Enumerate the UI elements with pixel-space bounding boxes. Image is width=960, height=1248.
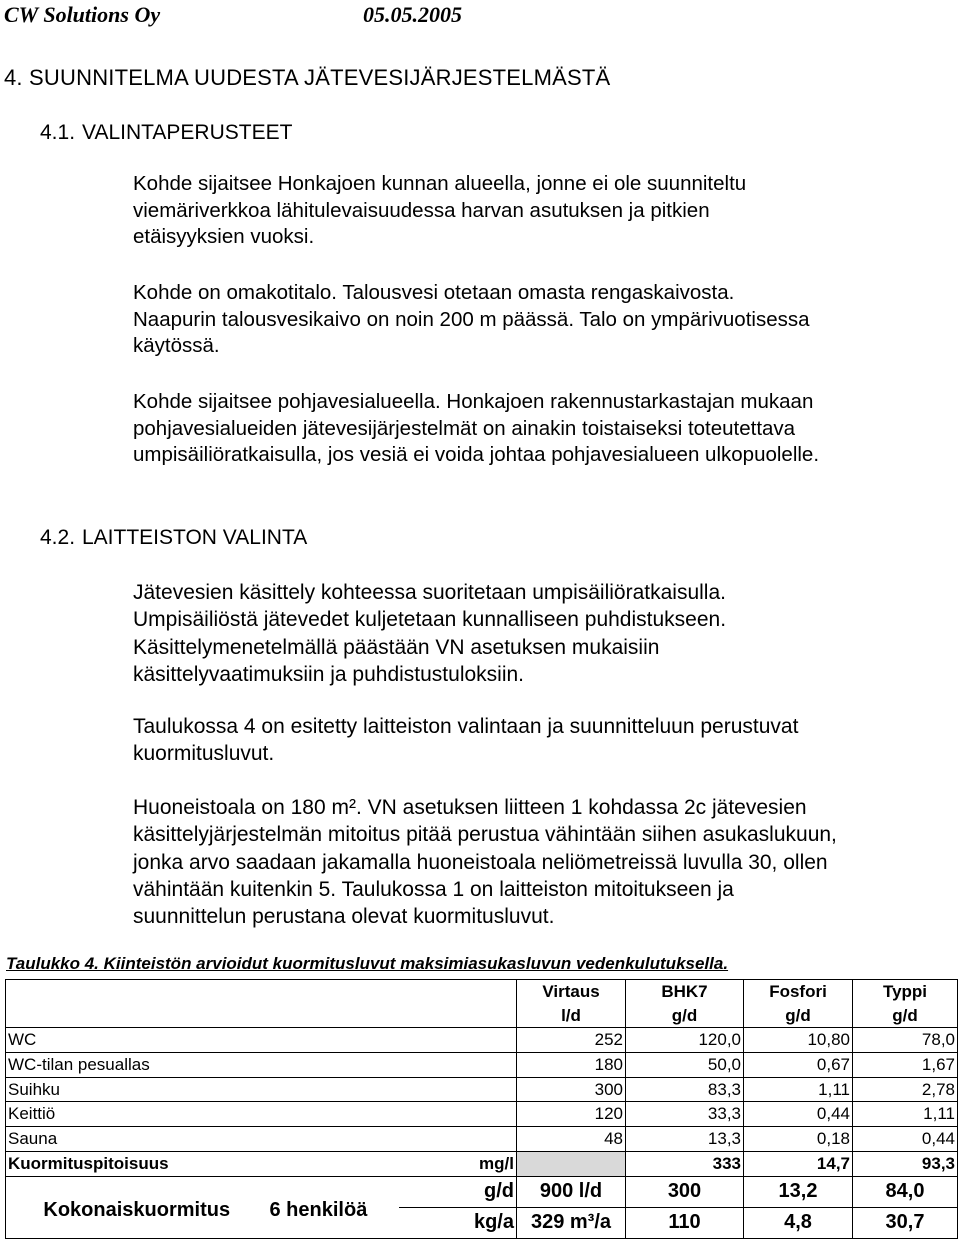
text-line: jonka arvo saadaan jakamalla huoneistoala neliömetreissä luvulla 30, ollen [133, 850, 828, 874]
section-title: LAITTEISTON VALINTA [82, 526, 308, 549]
section-number: 4.1. [40, 121, 76, 144]
flow-cell: 900 l/d [517, 1176, 626, 1207]
paragraph [133, 794, 837, 930]
row-label: Keittiö [6, 1102, 399, 1127]
section-number: 4.2. [40, 526, 76, 549]
unit-cell: g/d [626, 1004, 744, 1028]
text-line: viemäriverkkoa lähitulevaisuudessa harvan asutuksen ja pitkien [133, 198, 710, 222]
paragraph [133, 171, 746, 251]
column-header: Fosfori [744, 980, 853, 1004]
table-row [6, 1077, 958, 1102]
row-label: WC-tilan pesuallas [6, 1053, 399, 1078]
header-date: 05.05.2005 [363, 2, 462, 27]
concentration-row [6, 1151, 958, 1176]
table-row [6, 1102, 958, 1127]
table-cell [6, 980, 268, 1004]
table-cell [399, 1004, 517, 1028]
text-line: Kohde sijaitsee Honkajoen kunnan alueella, jonne ei ole suunniteltu [133, 172, 747, 195]
text-line: kuormitusluvut. [133, 742, 275, 766]
text-line: Taulukossa 4 on esitetty laitteiston valintaan ja suunnitteluun perustuvat [133, 715, 799, 738]
text-line: käsittelyvaatimuksiin ja puhdistustuloksiin. [133, 662, 525, 686]
table-cell [399, 980, 517, 1004]
value-cell: 0,44 [853, 1127, 958, 1152]
value-cell: 50,0 [626, 1053, 744, 1078]
value-cell: 13,2 [744, 1176, 853, 1207]
paragraph [133, 389, 819, 469]
value-cell: 252 [517, 1028, 626, 1053]
chapter-heading: 4. SUUNNITELMA UUDESTA JÄTEVESIJÄRJESTELMÄSTÄ [4, 65, 611, 90]
table-cell [399, 1127, 517, 1152]
unit-cell: kg/a [399, 1207, 517, 1238]
empty-grey-cell [517, 1151, 626, 1176]
text-line: Kohde sijaitsee pohjavesialueella. Honkajoen rakennustarkastajan mukaan [133, 390, 814, 413]
table-row [6, 1127, 958, 1152]
table-cell [268, 980, 399, 1004]
text-line: vähintään kuitenkin 5. Taulukossa 1 on laitteiston mitoitukseen ja [133, 877, 734, 901]
value-cell: 78,0 [853, 1028, 958, 1053]
text-line: etäisyyksien vuoksi. [133, 225, 315, 248]
text-line: Huoneistoala on 180 m². VN asetuksen liitteen 1 kohdassa 2c jätevesien [133, 796, 807, 819]
value-cell: 0,18 [744, 1127, 853, 1152]
value-cell: 0,67 [744, 1053, 853, 1078]
section-title: VALINTAPERUSTEET [82, 121, 293, 144]
paragraph [133, 579, 726, 688]
section-4-1-heading [40, 121, 292, 145]
table-row [6, 1028, 958, 1053]
text-line: Kohde on omakotitalo. Talousvesi otetaan omasta rengaskaivosta. [133, 281, 735, 304]
value-cell: 0,44 [744, 1102, 853, 1127]
row-label: WC [6, 1028, 399, 1053]
text-line: käsittelyjärjestelmän mitoitus pitää perustua vähintään siihen asukaslukuun, [133, 823, 837, 847]
value-cell: 300 [626, 1176, 744, 1207]
unit-cell: g/d [399, 1176, 517, 1207]
value-cell: 14,7 [744, 1151, 853, 1176]
value-cell: 33,3 [626, 1102, 744, 1127]
text-line: suunnittelun perustana olevat kuormitusluvut. [133, 905, 555, 929]
value-cell: 93,3 [853, 1151, 958, 1176]
header-company: CW Solutions Oy [4, 2, 161, 27]
table-cell [399, 1053, 517, 1078]
value-cell: 110 [626, 1207, 744, 1238]
load-table [5, 979, 958, 1239]
table-cell [399, 1077, 517, 1102]
table-header-row [6, 980, 958, 1004]
value-cell: 83,3 [626, 1077, 744, 1102]
table-cell [399, 1102, 517, 1127]
unit-cell: g/d [744, 1004, 853, 1028]
value-cell: 2,78 [853, 1077, 958, 1102]
value-cell: 120 [517, 1102, 626, 1127]
value-cell: 333 [626, 1151, 744, 1176]
table-cell [399, 1028, 517, 1053]
table-cell [268, 1004, 399, 1028]
value-cell: 84,0 [853, 1176, 958, 1207]
value-cell: 10,80 [744, 1028, 853, 1053]
column-header: Typpi [853, 980, 958, 1004]
section-4-2-heading [40, 526, 307, 550]
paragraph [133, 713, 798, 768]
value-cell: 30,7 [853, 1207, 958, 1238]
paragraph [133, 280, 810, 360]
row-label: Kokonaiskuormitus [6, 1176, 268, 1238]
value-cell: 180 [517, 1053, 626, 1078]
table-units-row [6, 1004, 958, 1028]
value-cell: 1,11 [744, 1077, 853, 1102]
column-header: Virtaus [517, 980, 626, 1004]
text-line: Jätevesien käsittely kohteessa suoritetaan umpisäiliöratkaisulla. [133, 581, 726, 604]
value-cell: 4,8 [744, 1207, 853, 1238]
value-cell: 1,11 [853, 1102, 958, 1127]
row-label: Sauna [6, 1127, 399, 1152]
text-line: Käsittelymenetelmällä päästään VN asetuksen mukaisiin [133, 635, 660, 659]
table-row [6, 1053, 958, 1078]
unit-cell: mg/l [399, 1151, 517, 1176]
table-caption: Taulukko 4. Kiinteistön arvioidut kuormitusluvut maksimiasukasluvun vedenkulutuksella. [6, 954, 729, 973]
text-line: käytössä. [133, 334, 220, 357]
row-label: Kuormituspitoisuus [6, 1151, 399, 1176]
text-line: umpisäiliöratkaisulla, jos vesiä ei voida johtaa pohjavesialueen ulkopuolelle. [133, 443, 820, 466]
column-header: BHK7 [626, 980, 744, 1004]
flow-cell: 329 m³/a [517, 1207, 626, 1238]
unit-cell: g/d [853, 1004, 958, 1028]
value-cell: 13,3 [626, 1127, 744, 1152]
text-line: Umpisäiliöstä jätevedet kuljetetaan kunnalliseen puhdistukseen. [133, 608, 727, 632]
value-cell: 120,0 [626, 1028, 744, 1053]
value-cell: 300 [517, 1077, 626, 1102]
total-row [6, 1176, 958, 1207]
value-cell: 48 [517, 1127, 626, 1152]
value-cell: 1,67 [853, 1053, 958, 1078]
text-line: pohjavesialueiden jätevesijärjestelmät on ainakin toistaiseksi toteutettava [133, 416, 796, 440]
row-label: Suihku [6, 1077, 399, 1102]
unit-cell: l/d [517, 1004, 626, 1028]
table-cell [6, 1004, 268, 1028]
text-line: Naapurin talousvesikaivo on noin 200 m päässä. Talo on ympärivuotisessa [133, 307, 810, 331]
persons-cell: 6 henkilöä [268, 1176, 399, 1238]
